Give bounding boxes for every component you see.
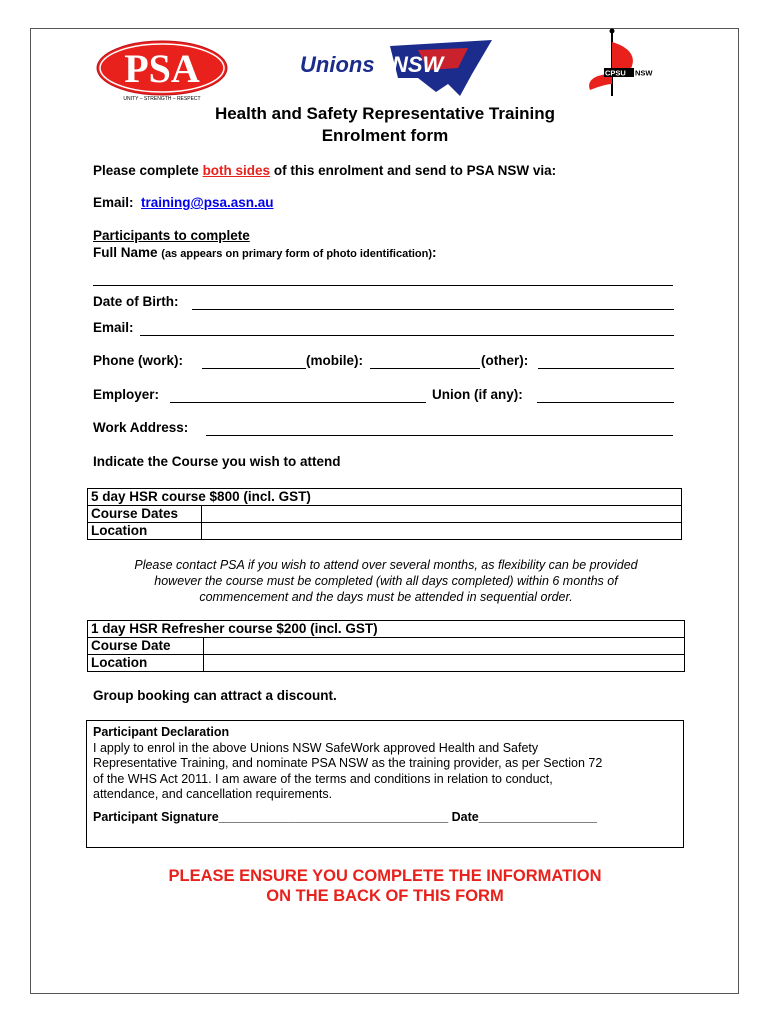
flexibility-note-line2: however the course must be completed (with all days completed) within 6 months of	[154, 574, 618, 588]
cpsu-text: CPSU	[605, 68, 626, 78]
course5-header: 5 day HSR course $800 (incl. GST)	[88, 489, 682, 506]
course5-location-field[interactable]	[202, 523, 682, 540]
phone-mobile-label: (mobile):	[306, 353, 363, 368]
phone-other-label: (other):	[481, 353, 529, 368]
course5-location-label: Location	[88, 523, 202, 540]
contact-email-link[interactable]: training@psa.asn.au	[141, 195, 274, 210]
phone-other-field[interactable]	[538, 368, 674, 369]
back-of-form-warning-line1: PLEASE ENSURE YOU COMPLETE THE INFORMATION	[168, 867, 602, 885]
work-address-field[interactable]	[206, 435, 673, 436]
course5-dates-row	[88, 506, 682, 523]
intro-after: of this enrolment and send to PSA NSW via:	[270, 163, 557, 178]
participant-email-field[interactable]	[140, 335, 674, 336]
course5-table	[87, 488, 682, 540]
course1-header: 1 day HSR Refresher course $200 (incl. GST)	[88, 621, 685, 638]
course5-dates-label: Course Dates	[88, 506, 202, 523]
cpsu-nsw-text: NSW	[635, 68, 653, 78]
dob-label: Date of Birth:	[93, 294, 179, 309]
unions-text: Unions	[300, 52, 375, 77]
contact-email-row	[93, 195, 273, 210]
course1-location-label: Location	[88, 655, 204, 672]
unions-nsw-logo	[298, 38, 494, 100]
union-field[interactable]	[537, 402, 674, 403]
signature-row	[93, 810, 677, 826]
course5-dates-field[interactable]	[202, 506, 682, 523]
back-of-form-warning-line2: ON THE BACK OF THIS FORM	[266, 887, 504, 905]
declaration-line1: I apply to enrol in the above Unions NSW SafeWork approved Health and Safety	[93, 740, 539, 755]
date-field[interactable]: _________________	[478, 809, 597, 824]
psa-tagline: UNITY – STRENGTH – RESPECT	[123, 96, 201, 102]
both-sides-highlight: both sides	[202, 163, 271, 178]
cpsu-nsw-logo	[582, 28, 662, 98]
declaration-line4: attendance, and cancellation requirements.	[93, 787, 333, 801]
course1-table	[87, 620, 685, 672]
course1-date-row	[88, 638, 685, 655]
participant-email-label: Email:	[93, 320, 134, 335]
full-name-label-row	[93, 245, 437, 260]
full-name-note: (as appears on primary form of photo identification)	[161, 248, 433, 260]
group-booking-note: Group booking can attract a discount.	[93, 688, 337, 703]
date-label: Date	[451, 809, 479, 824]
participants-heading: Participants to complete	[93, 228, 250, 243]
nsw-text: NSW	[392, 52, 444, 77]
psa-logo-text: PSA	[124, 46, 200, 91]
participant-declaration-box	[86, 720, 684, 848]
employer-label: Employer:	[93, 387, 160, 402]
contact-email-label: Email:	[93, 195, 134, 210]
phone-work-field[interactable]	[202, 368, 306, 369]
course1-header-row	[88, 621, 685, 638]
course5-location-row	[88, 523, 682, 540]
psa-logo	[95, 40, 230, 102]
declaration-line3: of the WHS Act 2011. I am aware of the terms and conditions in relation to conduct,	[93, 771, 553, 786]
course1-date-label: Course Date	[88, 638, 204, 655]
union-label: Union (if any):	[432, 387, 523, 402]
phone-mobile-field[interactable]	[370, 368, 480, 369]
course1-date-field[interactable]	[204, 638, 685, 655]
flexibility-note-line1: Please contact PSA if you wish to attend over several months, as flexibility can be provided	[134, 558, 638, 572]
employer-field[interactable]	[170, 402, 426, 403]
declaration-line2: Representative Training, and nominate PSA NSW as the training provider, as per Section 72	[93, 756, 603, 770]
form-title-line1: Health and Safety Representative Training	[214, 104, 556, 123]
signature-field[interactable]: _________________________________	[218, 809, 449, 824]
intro-before: Please complete	[93, 163, 203, 178]
work-address-label: Work Address:	[93, 420, 189, 435]
full-name-field[interactable]	[93, 285, 673, 286]
full-name-label: Full Name	[93, 245, 158, 260]
form-title-line2: Enrolment form	[321, 126, 449, 145]
phone-work-label: Phone (work):	[93, 353, 183, 368]
course5-header-row	[88, 489, 682, 506]
course1-location-field[interactable]	[204, 655, 685, 672]
flexibility-note-line3: commencement and the days must be attended in sequential order.	[199, 590, 573, 604]
dob-field[interactable]	[192, 309, 674, 310]
course-prompt: Indicate the Course you wish to attend	[93, 454, 341, 469]
signature-label: Participant Signature	[93, 809, 219, 824]
full-name-colon: :	[432, 245, 437, 260]
course1-location-row	[88, 655, 685, 672]
declaration-heading: Participant Declaration	[93, 725, 230, 739]
intro-text	[93, 163, 556, 178]
